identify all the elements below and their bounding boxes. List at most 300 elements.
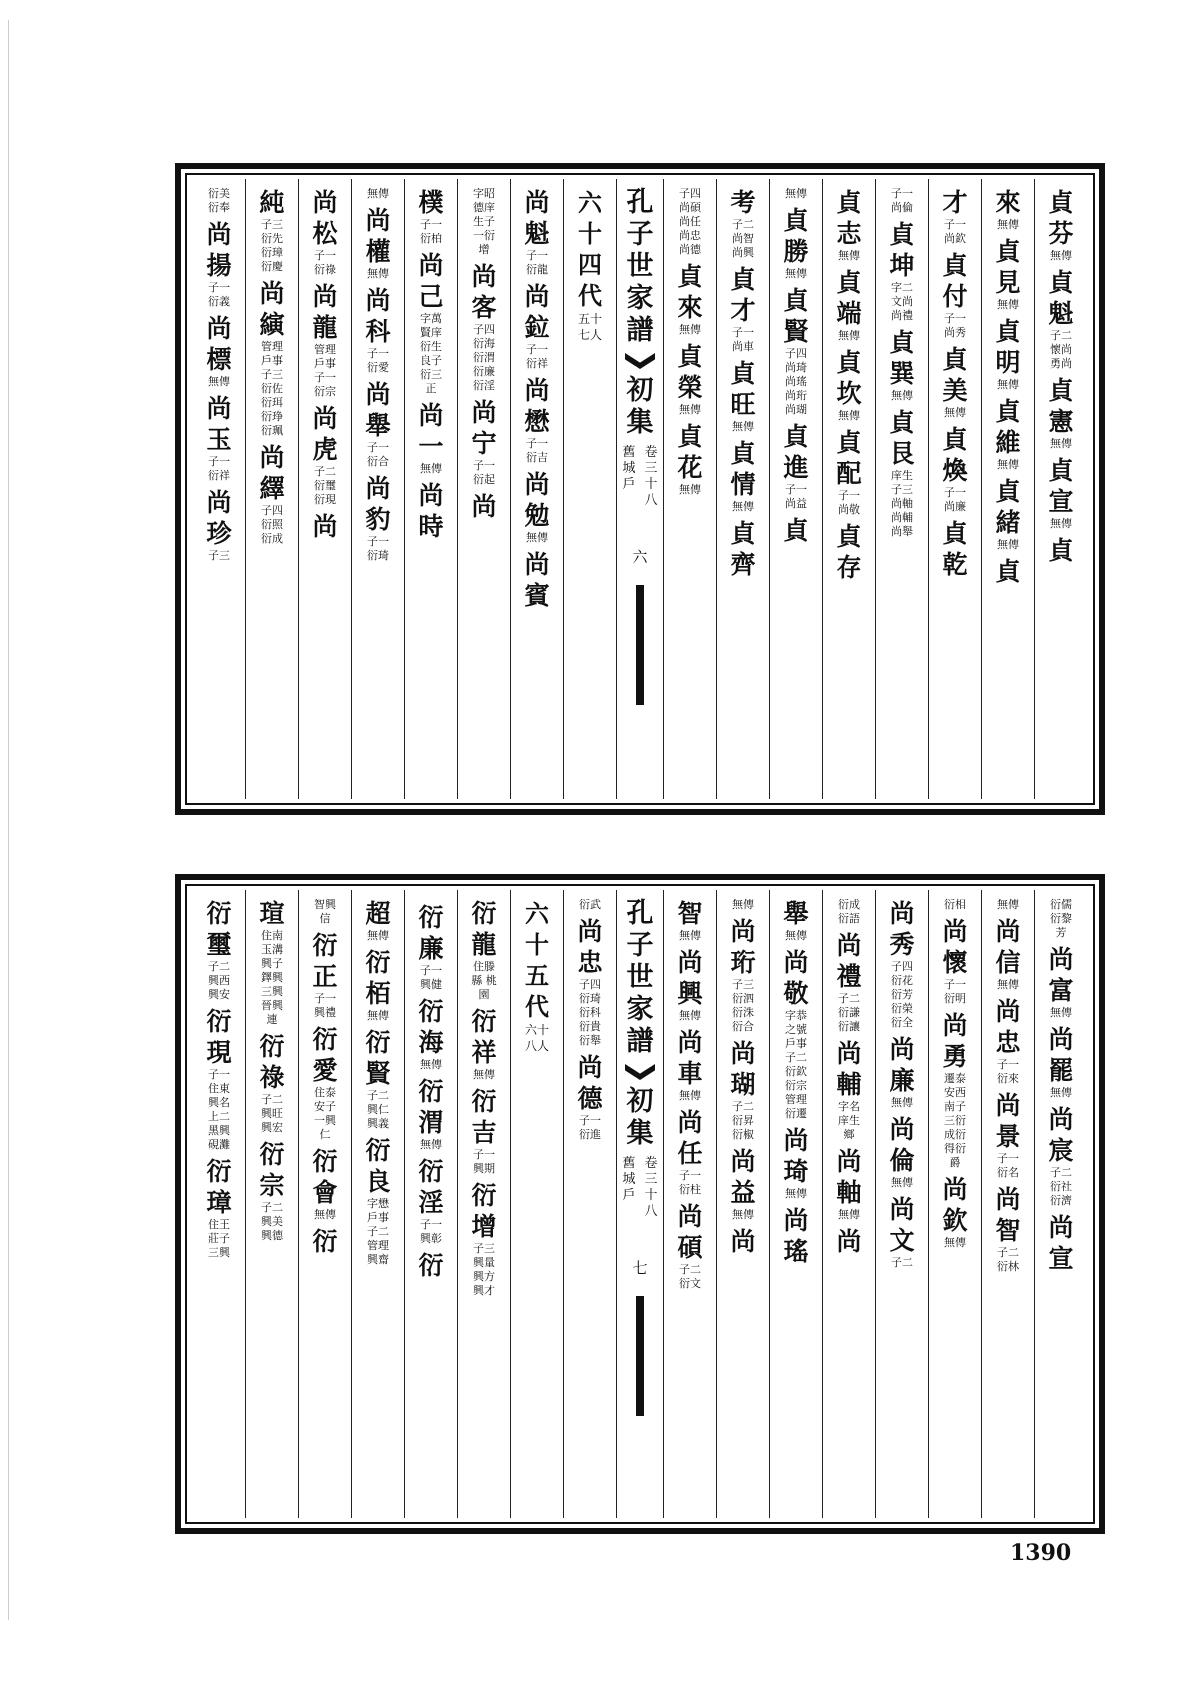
person-entry	[888, 1034, 916, 1110]
person-note: 無傳	[1050, 249, 1072, 262]
person-entry	[258, 278, 286, 438]
genealogy-column	[716, 890, 769, 1518]
person-note: 子一 衍義	[208, 281, 230, 308]
center-spine	[616, 890, 663, 1518]
genealogy-column	[981, 890, 1034, 1518]
person-entry	[782, 947, 810, 1121]
person-name: 貞齊	[730, 519, 756, 579]
person-entry	[941, 916, 969, 1006]
volume-label: 卷三十八	[644, 1156, 658, 1219]
person-entry	[782, 205, 810, 281]
person-note: 無傳	[891, 1176, 913, 1189]
person-name: 衍廉	[418, 903, 444, 963]
person-name: 尚	[730, 1227, 756, 1256]
person-name: 貞進	[783, 422, 809, 482]
person-note: 住滕 縣 桃園	[471, 960, 497, 1001]
person-entry	[994, 996, 1022, 1086]
person-note: 無傳	[732, 500, 754, 513]
person-name: 衍愛	[312, 1025, 338, 1085]
person-entry	[676, 1201, 704, 1291]
person-note: 無傳	[997, 898, 1019, 911]
person-note: 子四 尚琦 尚瑤 尚珩 尚瑚	[785, 347, 807, 416]
person-name: 衍現	[206, 1007, 232, 1067]
generation-heading	[563, 179, 616, 799]
person-name: 衍增	[471, 1181, 497, 1241]
person-note: 子一 住東 興名 上二 黑興 硯灘	[208, 1068, 230, 1151]
person-note: 子二 衍文	[679, 1263, 701, 1290]
person-entry	[994, 556, 1022, 587]
person-entry	[364, 947, 392, 1023]
person-note: 無傳	[1050, 517, 1072, 530]
person-entry	[994, 316, 1022, 392]
person-name: 尚舉	[365, 380, 391, 440]
person-note: 衍儒 衍黎 芳	[1050, 898, 1072, 939]
person-name: 尚敬	[783, 948, 809, 1008]
person-note: 子二 懷尚 勇尚	[1050, 329, 1072, 370]
person-entry	[258, 442, 286, 546]
person-entry	[576, 898, 604, 912]
person-note: 無傳	[314, 1208, 336, 1221]
person-entry	[941, 344, 969, 420]
person-entry	[676, 187, 704, 257]
person-name: 衍會	[312, 1147, 338, 1207]
genealogy-column	[298, 890, 351, 1518]
genealogy-column	[981, 179, 1034, 799]
person-note: 子四 衍花 衍芳 衍榮 衍全	[891, 960, 913, 1029]
person-name: 貞緒	[995, 477, 1021, 537]
generation-count: 五十七人	[577, 312, 602, 342]
person-entry	[470, 187, 498, 257]
genealogy-column	[875, 179, 928, 799]
person-entry	[364, 898, 392, 943]
person-entry	[364, 205, 392, 281]
person-entry	[523, 549, 551, 611]
person-entry	[888, 1194, 916, 1270]
person-note: 子二 尚智 尚興	[732, 218, 754, 259]
genealogy-column	[822, 179, 875, 799]
person-name: 尚瑚	[730, 1039, 756, 1099]
person-entry	[417, 996, 445, 1072]
person-name: 尚鉝	[524, 282, 550, 342]
person-entry	[782, 285, 810, 417]
person-name: 尚懋	[524, 376, 550, 436]
person-entry	[258, 187, 286, 274]
person-note: 字恭 之號 戶事 子二 衍欽 衍宗 管理 衍遷	[785, 1009, 807, 1120]
person-note: 無傳	[838, 329, 860, 342]
person-name: 衍璽	[206, 899, 232, 959]
genealogy-column	[404, 179, 457, 799]
person-name: 來	[995, 188, 1021, 217]
person-note: 子三 衍泗 衍洙 衍合	[732, 978, 754, 1033]
person-name: 貞坎	[836, 348, 862, 408]
person-entry	[835, 898, 863, 926]
person-entry	[782, 1205, 810, 1267]
person-note: 子一 衍來	[997, 1058, 1019, 1085]
person-note: 無傳	[526, 531, 548, 544]
person-entry	[941, 250, 969, 340]
person-name: 貞存	[836, 522, 862, 582]
genealogy-column	[928, 890, 981, 1518]
genealogy-column	[928, 179, 981, 799]
person-entry	[1047, 267, 1075, 371]
person-name: 衍龍	[471, 899, 497, 959]
genealogy-column	[351, 890, 404, 1518]
person-entry	[835, 1038, 863, 1142]
person-note: 無傳	[679, 1089, 701, 1102]
genealogy-column	[822, 890, 875, 1518]
person-note: 子二	[891, 1256, 913, 1269]
person-note: 子二 興美 興德	[261, 1201, 283, 1242]
person-note: 子二 興西 興安	[208, 960, 230, 1001]
person-note: 衍相	[944, 898, 966, 911]
person-note: 子一 衍祿	[314, 249, 336, 276]
person-note: 子二 興旺 興宏	[261, 1093, 283, 1134]
person-note: 子二 衍謙 衍讓	[838, 992, 860, 1033]
person-note: 無傳	[420, 1058, 442, 1071]
generation-title: 六十四代	[578, 188, 602, 310]
person-entry	[835, 521, 863, 583]
person-entry	[205, 393, 233, 483]
genealogy-column	[875, 890, 928, 1518]
person-note: 子三 衍先 衍璋 衍慶	[261, 218, 283, 273]
person-entry	[205, 313, 233, 389]
genealogy-column	[245, 179, 298, 799]
genealogy-column	[716, 179, 769, 799]
person-note: 子四 尚碩 尚任 尚忠 尚德	[679, 187, 701, 256]
person-name: 衍祥	[471, 1007, 497, 1067]
person-note: 子四 衍琦 衍科 衍貴 衍舉	[579, 978, 601, 1047]
upper-page	[175, 163, 1105, 815]
person-entry	[835, 1226, 863, 1257]
person-name: 尚虎	[312, 404, 338, 464]
person-name: 貞煥	[942, 425, 968, 485]
person-note: 子一 衍柱	[679, 1169, 701, 1196]
center-spine	[616, 179, 663, 799]
person-name: 尚豹	[365, 474, 391, 534]
person-name: 尚宁	[471, 398, 497, 458]
person-name: 尚富	[1048, 945, 1074, 1005]
genealogy-column	[457, 179, 510, 799]
person-note: 子四 衍海 衍渭 衍廉 衍淫	[473, 323, 495, 392]
person-entry	[311, 403, 339, 507]
person-note: 子一 衍明	[944, 978, 966, 1005]
person-note: 子一 尚欽	[944, 218, 966, 245]
person-name: 考	[730, 188, 756, 217]
person-entry	[994, 476, 1022, 552]
person-name: 衍海	[418, 997, 444, 1057]
person-entry	[729, 1146, 757, 1222]
person-entry	[470, 1180, 498, 1298]
person-note: 子一 興禮	[314, 992, 336, 1019]
person-note: 子一 衍吉	[526, 437, 548, 464]
person-note: 子一 尚益	[785, 483, 807, 510]
person-name: 貞巽	[889, 328, 915, 388]
person-note: 無傳	[732, 420, 754, 433]
person-entry	[782, 898, 810, 943]
person-name: 貞端	[836, 268, 862, 328]
person-name: 貞	[783, 516, 809, 545]
person-note: 無傳	[997, 978, 1019, 991]
person-name: 貞勝	[783, 206, 809, 266]
person-entry	[1047, 1212, 1075, 1274]
person-entry	[941, 1010, 969, 1170]
person-note: 無傳	[997, 458, 1019, 471]
person-name: 尚	[312, 512, 338, 541]
person-entry	[470, 261, 498, 393]
person-entry	[782, 515, 810, 546]
person-note: 子一 衍祥	[526, 343, 548, 370]
person-note: 無傳	[997, 298, 1019, 311]
person-name: 尚一	[418, 401, 444, 461]
person-name: 貞花	[677, 422, 703, 482]
person-entry	[417, 1250, 445, 1281]
person-note: 無傳	[367, 187, 389, 200]
person-name: 尚秀	[889, 899, 915, 959]
person-note: 無傳	[785, 187, 807, 200]
person-name: 衍渭	[418, 1077, 444, 1137]
person-entry	[676, 898, 704, 943]
genealogy-column	[193, 179, 245, 799]
generation-heading	[510, 890, 563, 1518]
genealogy-column	[298, 179, 351, 799]
person-entry	[523, 469, 551, 545]
person-name: 樸	[418, 188, 444, 217]
person-name: 尚倫	[889, 1115, 915, 1175]
person-entry	[1047, 535, 1075, 566]
person-name: 貞	[995, 557, 1021, 586]
person-name: 舉	[783, 899, 809, 928]
person-name: 貞明	[995, 317, 1021, 377]
person-entry	[1047, 898, 1075, 940]
collection-title: 初集	[626, 1086, 654, 1149]
person-entry	[470, 1006, 498, 1082]
person-entry	[417, 250, 445, 396]
genealogy-column	[563, 890, 616, 1518]
person-note: 子一 興期	[473, 1148, 495, 1175]
person-entry	[417, 480, 445, 542]
person-note: 無傳	[891, 1096, 913, 1109]
person-entry	[888, 898, 916, 1030]
person-name: 尚軸	[836, 1147, 862, 1207]
person-entry	[205, 1006, 233, 1152]
person-name: 尚益	[730, 1147, 756, 1207]
person-name: 瑄	[259, 899, 285, 928]
person-name: 衍正	[312, 931, 338, 991]
person-entry	[1047, 1104, 1075, 1208]
genealogy-column	[769, 890, 822, 1518]
person-name: 尚懷	[942, 917, 968, 977]
person-note: 無傳	[679, 403, 701, 416]
person-entry	[576, 916, 604, 1048]
person-note: 無傳	[944, 406, 966, 419]
person-name: 衍	[312, 1227, 338, 1256]
genealogy-column	[245, 890, 298, 1518]
person-entry	[1047, 187, 1075, 263]
person-name: 衍宗	[259, 1140, 285, 1200]
person-note: 子二 衍昇 衍椒	[732, 1100, 754, 1141]
person-name: 超	[365, 899, 391, 928]
person-name: 衍良	[365, 1136, 391, 1196]
person-note: 子一 衍柏	[420, 218, 442, 245]
person-note: 子一 興彰	[420, 1218, 442, 1245]
person-name: 尚任	[677, 1108, 703, 1168]
person-note: 子一 衍龍	[526, 249, 548, 276]
person-note: 無傳	[420, 462, 442, 475]
person-entry	[941, 518, 969, 580]
person-name: 尚宸	[1048, 1105, 1074, 1165]
person-note: 子二 衍璽 衍現	[314, 465, 336, 506]
person-note: 無傳	[679, 929, 701, 942]
person-name: 尚珩	[730, 917, 756, 977]
generation-count: 六十八人	[524, 1023, 549, 1053]
person-note: 庠生 子三 尚軸 尚輔 尚舉	[891, 469, 913, 538]
person-name: 尚文	[889, 1195, 915, 1255]
person-name: 尚縯	[259, 279, 285, 339]
person-entry	[364, 473, 392, 563]
person-note: 住泰 安子 一興 仁	[314, 1086, 336, 1141]
person-entry	[676, 1027, 704, 1103]
person-name: 尚賓	[524, 550, 550, 610]
person-note: 無傳	[785, 929, 807, 942]
person-name: 尚	[836, 1227, 862, 1256]
person-entry	[417, 1076, 445, 1152]
person-entry	[994, 396, 1022, 472]
person-entry	[941, 187, 969, 246]
person-note: 無傳	[785, 267, 807, 280]
person-note: 子四 衍照 衍成	[261, 504, 283, 545]
person-entry	[729, 264, 757, 354]
person-entry	[676, 1107, 704, 1197]
person-name: 貞維	[995, 397, 1021, 457]
person-note: 無傳	[420, 1138, 442, 1151]
person-entry	[729, 187, 757, 260]
person-entry	[311, 930, 339, 1020]
person-name: 衍淫	[418, 1157, 444, 1217]
person-note: 住南 玉溝 興子 鐸興 三興 晉興 連	[261, 929, 283, 1026]
person-entry	[205, 219, 233, 309]
person-note: 無傳	[944, 1236, 966, 1249]
book-title: 孔子世家譜	[626, 187, 654, 346]
spine-bar	[636, 1296, 644, 1416]
person-name: 尚科	[365, 286, 391, 346]
person-entry	[417, 187, 445, 246]
person-note: 子二 衍林	[997, 1246, 1019, 1273]
person-entry	[676, 947, 704, 1023]
person-note: 智興 信	[314, 898, 336, 925]
person-entry	[835, 347, 863, 423]
person-entry	[311, 1226, 339, 1257]
person-entry	[470, 898, 498, 1002]
person-note: 無傳	[679, 323, 701, 336]
person-note: 子一 尚秀	[944, 312, 966, 339]
person-entry	[888, 187, 916, 215]
person-name: 智	[677, 899, 703, 928]
person-entry	[729, 1038, 757, 1142]
person-note: 衍成 衍語	[838, 898, 860, 925]
person-note: 無傳	[679, 483, 701, 496]
fishtail-mark-icon	[625, 353, 655, 369]
person-entry	[729, 438, 757, 514]
leaf-number: 七	[632, 1259, 648, 1277]
person-entry	[888, 219, 916, 323]
person-note: 衍美 衍奉	[208, 187, 230, 214]
person-entry	[523, 281, 551, 371]
person-entry	[729, 518, 757, 580]
person-entry	[1047, 375, 1075, 451]
person-name: 貞	[1048, 536, 1074, 565]
person-note: 無傳	[838, 1208, 860, 1221]
person-name: 衍璋	[206, 1157, 232, 1217]
person-name: 尚時	[418, 481, 444, 541]
person-entry	[835, 187, 863, 263]
person-entry	[364, 187, 392, 201]
page-edge-line	[8, 20, 9, 1620]
person-entry	[994, 916, 1022, 992]
person-name: 貞坤	[889, 220, 915, 280]
person-entry	[311, 898, 339, 926]
person-entry	[470, 397, 498, 487]
person-entry	[729, 916, 757, 1034]
person-entry	[941, 898, 969, 912]
person-note: 無傳	[732, 898, 754, 911]
person-entry	[470, 1086, 498, 1176]
person-name: 衍祿	[259, 1032, 285, 1092]
person-entry	[258, 1031, 286, 1135]
person-name: 尚廉	[889, 1035, 915, 1095]
person-entry	[311, 187, 339, 277]
genealogy-column	[769, 179, 822, 799]
genealogy-column	[663, 179, 716, 799]
spine-bar	[636, 585, 644, 705]
person-name: 尚景	[995, 1091, 1021, 1151]
person-name: 貞美	[942, 345, 968, 405]
person-entry	[258, 898, 286, 1027]
person-name: 貞榮	[677, 342, 703, 402]
person-entry	[994, 187, 1022, 232]
person-note: 字萬 賢庠 衍生 良子 衍三 正	[420, 312, 442, 395]
genealogy-column	[351, 179, 404, 799]
person-entry	[994, 236, 1022, 312]
person-entry	[835, 427, 863, 517]
person-note: 字二 文尚 尚禮	[891, 281, 913, 322]
person-name: 尚繹	[259, 443, 285, 503]
person-note: 無傳	[1050, 437, 1072, 450]
person-note: 子一 尚車	[732, 326, 754, 353]
person-name: 尚罷	[1048, 1025, 1074, 1085]
person-entry	[205, 187, 233, 215]
person-name: 貞旺	[730, 359, 756, 419]
leaf-number: 六	[632, 548, 648, 566]
person-name: 尚松	[312, 188, 338, 248]
person-note: 子三	[208, 549, 230, 562]
person-name: 尚智	[995, 1185, 1021, 1245]
person-name: 尚標	[206, 314, 232, 374]
person-note: 無傳	[679, 1009, 701, 1022]
person-name: 貞賢	[783, 286, 809, 346]
genealogy-column	[457, 890, 510, 1518]
person-name: 貞付	[942, 251, 968, 311]
person-name: 尚	[471, 492, 497, 521]
person-name: 貞艮	[889, 408, 915, 468]
person-name: 尚車	[677, 1028, 703, 1088]
person-name: 衍栢	[365, 948, 391, 1008]
person-note: 無傳	[367, 929, 389, 942]
person-name: 尚欽	[942, 1175, 968, 1235]
person-name: 尚勇	[942, 1011, 968, 1071]
person-entry	[470, 491, 498, 522]
person-entry	[782, 1125, 810, 1201]
person-name: 貞志	[836, 188, 862, 248]
